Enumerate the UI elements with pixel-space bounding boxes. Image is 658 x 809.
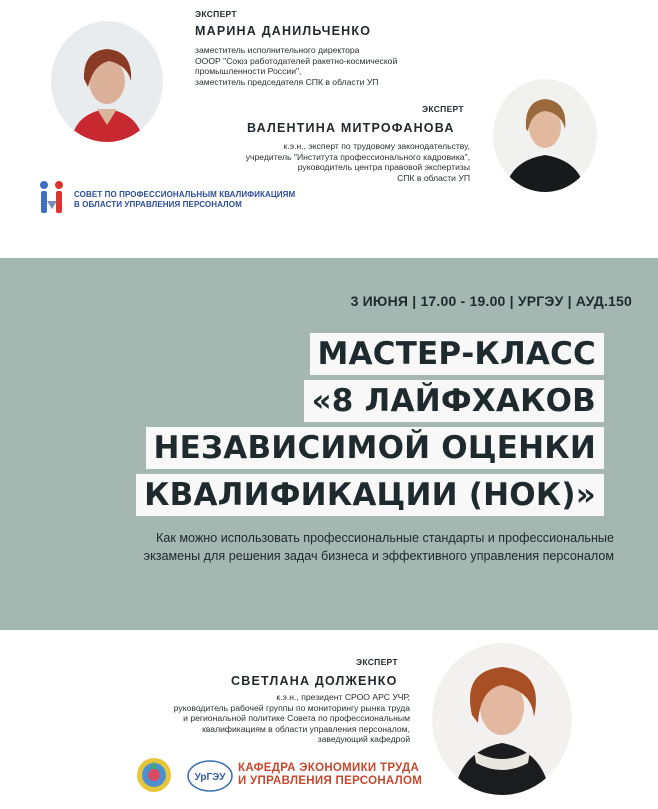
department-name: КАФЕДРА ЭКОНОМИКИ ТРУДА И УПРАВЛЕНИЯ ПЕРСОНАЛОМ bbox=[238, 762, 423, 787]
expert-photo-danilchenko bbox=[51, 21, 163, 142]
expert-3-eyebrow: ЭКСПЕРТ bbox=[356, 657, 398, 667]
emblem-logo-icon bbox=[136, 757, 172, 793]
council-name: СОВЕТ ПО ПРОФЕССИОНАЛЬНЫМ КВАЛИФИКАЦИЯМ В ОБЛАСТИ УПРАВЛЕНИЯ ПЕРСОНАЛОМ bbox=[74, 190, 296, 209]
expert-2-eyebrow: ЭКСПЕРТ bbox=[422, 104, 464, 114]
council-logo-icon bbox=[35, 179, 69, 219]
event-description: Как можно использовать профессиональные стандарты и профессиональные экзамены для решения задач бизнеса и эффективного управления персоналом bbox=[143, 531, 614, 563]
expert-1-name: МАРИНА ДАНИЛЬЧЕНКО bbox=[195, 24, 372, 38]
headline-line-2: «8 ЛАЙФХАКОВ bbox=[304, 380, 604, 422]
expert-2-name: ВАЛЕНТИНА МИТРОФАНОВА bbox=[247, 121, 455, 135]
usue-logo-icon bbox=[187, 760, 233, 792]
expert-1-eyebrow: ЭКСПЕРТ bbox=[195, 9, 237, 19]
event-details: 3 ИЮНЯ | 17.00 - 19.00 | УРГЭУ | АУД.150 bbox=[350, 293, 632, 309]
headline-line-3: НЕЗАВИСИМОЙ ОЦЕНКИ bbox=[146, 427, 604, 469]
headline-line-1: МАСТЕР-КЛАСС bbox=[310, 333, 604, 375]
expert-photo-dolzhenko bbox=[432, 643, 572, 795]
headline-line-4: КВАЛИФИКАЦИИ (НОК)» bbox=[136, 474, 604, 516]
expert-3-bio: к.э.н., президент СРОО АРС УЧР, руководитель рабочей группы по мониторингу рынка труда и региональной политике Совета по профессиональным квалификациям в области управления персоналом, заведующий кафедрой bbox=[173, 692, 410, 745]
usue-logo-text: УрГЭУ bbox=[194, 772, 226, 783]
expert-2-bio: к.э.н., эксперт по трудовому законодательству, учредитель "Института профессионального кадровика", руководитель центра правовой экспертизы СПК в области УП bbox=[245, 141, 470, 183]
expert-1-bio: заместитель исполнительного директора ОООР "Союз работодателей ракетно-космической промышленности России", заместитель председателя СПК в области УП bbox=[195, 45, 398, 87]
expert-3-name: СВЕТЛАНА ДОЛЖЕНКО bbox=[231, 674, 398, 688]
expert-photo-mitrofanova bbox=[493, 79, 597, 192]
